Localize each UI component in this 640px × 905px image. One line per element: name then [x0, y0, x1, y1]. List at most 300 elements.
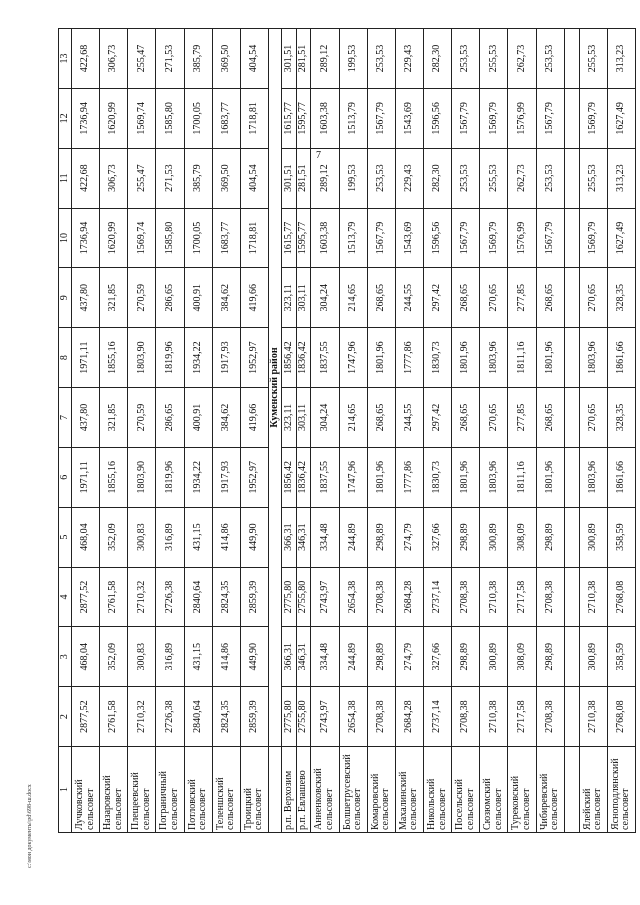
- cell-value: 2710,32: [128, 687, 156, 747]
- column-number: 6: [59, 447, 72, 507]
- cell-value: 1627,49: [607, 208, 635, 268]
- table-row: [607, 29, 635, 833]
- cell-value: 270,65: [480, 268, 508, 328]
- table-row: [281, 29, 296, 833]
- cell-value: 1803,90: [128, 447, 156, 507]
- cell-value: 1576,99: [508, 208, 536, 268]
- cell-value: 1971,11: [72, 447, 100, 507]
- cell-value: 1801,96: [452, 328, 480, 388]
- cell-value: 323,11: [281, 388, 296, 448]
- cell-value: 282,30: [423, 29, 451, 89]
- cell-value: 2877,52: [72, 567, 100, 627]
- table-row: [128, 29, 156, 833]
- cell-value: 2859,39: [240, 687, 268, 747]
- row-name: Чибиревский сельсовет: [536, 747, 564, 833]
- cell-value: 2717,58: [508, 567, 536, 627]
- table-row: [212, 29, 240, 833]
- cell-value: 300,83: [128, 627, 156, 687]
- cell-value: 1856,42: [281, 328, 296, 388]
- cell-value: 1700,05: [184, 208, 212, 268]
- cell-value: 1801,96: [536, 328, 564, 388]
- cell-value: 2743,97: [311, 687, 339, 747]
- column-number: 2: [59, 687, 72, 747]
- cell-value: 321,85: [100, 268, 128, 328]
- cell-value: 2710,38: [579, 687, 607, 747]
- column-number: 10: [59, 208, 72, 268]
- cell-value: 414,86: [212, 507, 240, 567]
- cell-value: 1934,22: [184, 328, 212, 388]
- cell-value: 422,68: [72, 29, 100, 89]
- column-number: 11: [59, 148, 72, 208]
- table-row: [452, 29, 480, 833]
- region-empty-cell: [268, 747, 281, 833]
- cell-value: 2755,80: [296, 687, 311, 747]
- cell-value: 1620,99: [100, 88, 128, 148]
- cell-value: 308,09: [508, 627, 536, 687]
- column-number: 5: [59, 507, 72, 567]
- cell-value: 271,53: [156, 148, 184, 208]
- cell-value: 255,53: [480, 29, 508, 89]
- cell-value: 2824,35: [212, 567, 240, 627]
- cell-value: 1569,79: [480, 208, 508, 268]
- cell-value: 253,53: [536, 29, 564, 89]
- cell-value: 2840,64: [184, 687, 212, 747]
- cell-value: 400,91: [184, 268, 212, 328]
- cell-value: 1595,77: [296, 208, 311, 268]
- cell-value: 253,53: [367, 148, 395, 208]
- cell-value: 1513,79: [339, 88, 367, 148]
- cell-value: 1569,79: [579, 208, 607, 268]
- cell-value: 1736,94: [72, 88, 100, 148]
- cell-value: 2737,14: [423, 567, 451, 627]
- cell-value: 255,53: [579, 29, 607, 89]
- cell-value: 2775,80: [281, 687, 296, 747]
- cell-value: 1596,56: [423, 208, 451, 268]
- table-row: [184, 29, 212, 833]
- cell-value: [564, 29, 579, 89]
- cell-value: 1952,97: [240, 328, 268, 388]
- table-row: [423, 29, 451, 833]
- cell-value: 2708,38: [536, 567, 564, 627]
- tariff-table: [58, 28, 636, 833]
- cell-value: 1855,16: [100, 447, 128, 507]
- page-number: 7: [316, 150, 321, 161]
- cell-value: 1736,94: [72, 208, 100, 268]
- cell-value: 431,15: [184, 627, 212, 687]
- cell-value: 306,73: [100, 148, 128, 208]
- cell-value: 229,43: [395, 148, 423, 208]
- cell-value: 422,68: [72, 148, 100, 208]
- cell-value: 1747,96: [339, 447, 367, 507]
- cell-value: 1777,86: [395, 328, 423, 388]
- table-row: [367, 29, 395, 833]
- cell-value: 300,89: [480, 507, 508, 567]
- table-row: [339, 29, 367, 833]
- cell-value: 2684,28: [395, 687, 423, 747]
- cell-value: 1569,74: [128, 208, 156, 268]
- cell-value: 300,89: [579, 507, 607, 567]
- cell-value: 270,65: [579, 388, 607, 448]
- cell-value: 346,31: [296, 507, 311, 567]
- cell-value: 253,53: [367, 29, 395, 89]
- cell-value: 404,54: [240, 29, 268, 89]
- cell-value: 1567,79: [367, 208, 395, 268]
- cell-value: [564, 507, 579, 567]
- cell-value: 2708,38: [367, 567, 395, 627]
- cell-value: 1543,69: [395, 88, 423, 148]
- cell-value: 301,51: [281, 148, 296, 208]
- cell-value: 1567,79: [536, 208, 564, 268]
- cell-value: 316,89: [156, 507, 184, 567]
- cell-value: 1777,86: [395, 447, 423, 507]
- cell-value: 1620,99: [100, 208, 128, 268]
- column-number: 13: [59, 29, 72, 89]
- cell-value: 286,65: [156, 268, 184, 328]
- cell-value: 281,51: [296, 148, 311, 208]
- cell-value: 262,73: [508, 29, 536, 89]
- column-number: 3: [59, 627, 72, 687]
- cell-value: 268,65: [452, 388, 480, 448]
- cell-value: 1569,74: [128, 88, 156, 148]
- column-number: 7: [59, 388, 72, 448]
- table-row: [395, 29, 423, 833]
- cell-value: 2761,58: [100, 567, 128, 627]
- row-name: Пограничный сельсовет: [156, 747, 184, 833]
- cell-value: 1585,80: [156, 208, 184, 268]
- cell-value: 1585,80: [156, 88, 184, 148]
- cell-value: 270,59: [128, 268, 156, 328]
- cell-value: 1803,96: [480, 447, 508, 507]
- cell-value: 1543,69: [395, 208, 423, 268]
- cell-value: 2743,97: [311, 567, 339, 627]
- cell-value: 2708,38: [367, 687, 395, 747]
- cell-value: 366,31: [281, 507, 296, 567]
- cell-value: 199,53: [339, 148, 367, 208]
- cell-value: 1615,77: [281, 208, 296, 268]
- cell-value: 431,15: [184, 507, 212, 567]
- cell-value: 369,50: [212, 29, 240, 89]
- cell-value: [564, 208, 579, 268]
- cell-value: 1683,77: [212, 88, 240, 148]
- cell-value: 358,59: [607, 507, 635, 567]
- cell-value: 1830,73: [423, 328, 451, 388]
- cell-value: 1801,96: [536, 447, 564, 507]
- cell-value: 1718,81: [240, 208, 268, 268]
- row-name: Сюзюмский сельсовет: [480, 747, 508, 833]
- cell-value: 271,53: [156, 29, 184, 89]
- cell-value: 286,65: [156, 388, 184, 448]
- cell-value: 1567,79: [536, 88, 564, 148]
- cell-value: 313,23: [607, 29, 635, 89]
- cell-value: 468,04: [72, 507, 100, 567]
- cell-value: 358,59: [607, 627, 635, 687]
- cell-value: 214,65: [339, 388, 367, 448]
- cell-value: 1856,42: [281, 447, 296, 507]
- cell-value: 298,89: [452, 507, 480, 567]
- cell-value: 244,55: [395, 388, 423, 448]
- cell-value: 1803,96: [579, 447, 607, 507]
- cell-value: 253,53: [452, 29, 480, 89]
- cell-value: 255,47: [128, 148, 156, 208]
- cell-value: 2768,08: [607, 687, 635, 747]
- row-name: Комаровский сельсовет: [367, 747, 395, 833]
- cell-value: 449,90: [240, 507, 268, 567]
- cell-value: 1576,99: [508, 88, 536, 148]
- cell-value: 437,80: [72, 268, 100, 328]
- cell-value: 301,51: [281, 29, 296, 89]
- cell-value: 2710,32: [128, 567, 156, 627]
- cell-value: 255,53: [579, 148, 607, 208]
- cell-value: 366,31: [281, 627, 296, 687]
- cell-value: 1803,90: [128, 328, 156, 388]
- cell-value: 268,65: [452, 268, 480, 328]
- cell-value: [564, 268, 579, 328]
- cell-value: 1811,16: [508, 447, 536, 507]
- cell-value: 323,11: [281, 268, 296, 328]
- row-name: Потловский сельсовет: [184, 747, 212, 833]
- cell-value: 400,91: [184, 388, 212, 448]
- cell-value: 1596,56: [423, 88, 451, 148]
- cell-value: 2654,38: [339, 567, 367, 627]
- cell-value: 1747,96: [339, 328, 367, 388]
- cell-value: 277,85: [508, 388, 536, 448]
- cell-value: 414,86: [212, 627, 240, 687]
- row-name: Ялейский сельсовет: [579, 747, 607, 833]
- cell-value: 468,04: [72, 627, 100, 687]
- cell-value: 1855,16: [100, 328, 128, 388]
- cell-value: 1801,96: [367, 447, 395, 507]
- cell-value: 244,89: [339, 627, 367, 687]
- cell-value: 270,65: [480, 388, 508, 448]
- cell-value: 2684,28: [395, 567, 423, 627]
- cell-value: 1718,81: [240, 88, 268, 148]
- cell-value: 2737,14: [423, 687, 451, 747]
- cell-value: 268,65: [536, 388, 564, 448]
- cell-value: 1683,77: [212, 208, 240, 268]
- cell-value: 244,55: [395, 268, 423, 328]
- table-row: [100, 29, 128, 833]
- cell-value: [564, 388, 579, 448]
- cell-value: 268,65: [367, 388, 395, 448]
- row-name: р.п. Евлашево: [296, 747, 311, 833]
- cell-value: 1837,55: [311, 447, 339, 507]
- cell-value: 2859,39: [240, 567, 268, 627]
- cell-value: 369,50: [212, 148, 240, 208]
- cell-value: 321,85: [100, 388, 128, 448]
- cell-value: [564, 567, 579, 627]
- table-row: [579, 29, 607, 833]
- row-name: [564, 747, 579, 833]
- cell-value: 2710,38: [579, 567, 607, 627]
- cell-value: 277,85: [508, 268, 536, 328]
- cell-value: 2824,35: [212, 687, 240, 747]
- cell-value: 2775,80: [281, 567, 296, 627]
- cell-value: 253,53: [536, 148, 564, 208]
- cell-value: 1567,79: [367, 88, 395, 148]
- cell-value: 1603,38: [311, 88, 339, 148]
- cell-value: [564, 627, 579, 687]
- cell-value: 385,79: [184, 29, 212, 89]
- cell-value: 1803,96: [579, 328, 607, 388]
- cell-value: 1567,79: [452, 88, 480, 148]
- cell-value: 300,89: [480, 627, 508, 687]
- cell-value: 308,09: [508, 507, 536, 567]
- cell-value: [564, 88, 579, 148]
- row-name: Теленшский сельсовет: [212, 747, 240, 833]
- cell-value: 328,35: [607, 268, 635, 328]
- cell-value: 1595,77: [296, 88, 311, 148]
- cell-value: 298,89: [452, 627, 480, 687]
- row-name: Плещеевский сельсовет: [128, 747, 156, 833]
- cell-value: 1917,93: [212, 447, 240, 507]
- row-name: Лучковский сельсовет: [72, 747, 100, 833]
- cell-value: 297,42: [423, 268, 451, 328]
- cell-value: 304,24: [311, 388, 339, 448]
- cell-value: 419,66: [240, 268, 268, 328]
- cell-value: 1836,42: [296, 328, 311, 388]
- row-name: Назаровский сельсовет: [100, 747, 128, 833]
- table-row: [311, 29, 339, 833]
- column-number: 12: [59, 88, 72, 148]
- cell-value: 281,51: [296, 29, 311, 89]
- cell-value: 1569,79: [579, 88, 607, 148]
- table-row: [156, 29, 184, 833]
- row-name: Никольский сельсовет: [423, 747, 451, 833]
- cell-value: 384,62: [212, 268, 240, 328]
- cell-value: 2708,38: [452, 687, 480, 747]
- cell-value: 1861,66: [607, 447, 635, 507]
- cell-value: 334,48: [311, 507, 339, 567]
- column-number-row: [59, 29, 72, 833]
- cell-value: 313,23: [607, 148, 635, 208]
- cell-value: 1971,11: [72, 328, 100, 388]
- row-name: р.п. Верхозим: [281, 747, 296, 833]
- cell-value: 2710,38: [480, 567, 508, 627]
- cell-value: 2654,38: [339, 687, 367, 747]
- cell-value: 334,48: [311, 627, 339, 687]
- rotated-table-container: [58, 28, 636, 833]
- cell-value: 2726,38: [156, 567, 184, 627]
- column-number: 8: [59, 328, 72, 388]
- cell-value: 2708,38: [452, 567, 480, 627]
- region-row: [268, 29, 281, 833]
- cell-value: 297,42: [423, 388, 451, 448]
- cell-value: 300,89: [579, 627, 607, 687]
- cell-value: 346,31: [296, 627, 311, 687]
- cell-value: 289,12: [311, 148, 339, 208]
- cell-value: [564, 328, 579, 388]
- cell-value: 229,43: [395, 29, 423, 89]
- cell-value: 268,65: [536, 268, 564, 328]
- cell-value: 1830,73: [423, 447, 451, 507]
- cell-value: 2708,38: [536, 687, 564, 747]
- footer-path: c:\мои документы\pd\698-ш.docx: [27, 784, 33, 868]
- cell-value: 253,53: [452, 148, 480, 208]
- cell-value: 316,89: [156, 627, 184, 687]
- cell-value: 328,35: [607, 388, 635, 448]
- table-row: [240, 29, 268, 833]
- cell-value: 2726,38: [156, 687, 184, 747]
- cell-value: 384,62: [212, 388, 240, 448]
- cell-value: 1811,16: [508, 328, 536, 388]
- cell-value: 2877,52: [72, 687, 100, 747]
- cell-value: 255,53: [480, 148, 508, 208]
- column-number: 4: [59, 567, 72, 627]
- cell-value: 2717,58: [508, 687, 536, 747]
- cell-value: 2768,08: [607, 567, 635, 627]
- cell-value: 306,73: [100, 29, 128, 89]
- table-row: [72, 29, 100, 833]
- cell-value: 303,11: [296, 268, 311, 328]
- cell-value: 298,89: [367, 627, 395, 687]
- cell-value: 199,53: [339, 29, 367, 89]
- cell-value: 244,89: [339, 507, 367, 567]
- cell-value: 289,12: [311, 29, 339, 89]
- cell-value: 2840,64: [184, 567, 212, 627]
- cell-value: 1801,96: [367, 328, 395, 388]
- cell-value: 304,24: [311, 268, 339, 328]
- table-row: [296, 29, 311, 833]
- cell-value: 2710,38: [480, 687, 508, 747]
- cell-value: 300,83: [128, 507, 156, 567]
- cell-value: 274,79: [395, 627, 423, 687]
- cell-value: 1603,38: [311, 208, 339, 268]
- cell-value: 419,66: [240, 388, 268, 448]
- cell-value: 268,65: [367, 268, 395, 328]
- cell-value: 1836,42: [296, 447, 311, 507]
- cell-value: 298,89: [536, 627, 564, 687]
- row-name: Болшетрусевский сельсовет: [339, 747, 367, 833]
- region-title: Куменский район: [268, 29, 281, 747]
- cell-value: 449,90: [240, 627, 268, 687]
- row-name: Анненковский сельсовет: [311, 747, 339, 833]
- cell-value: [564, 148, 579, 208]
- cell-value: 2761,58: [100, 687, 128, 747]
- cell-value: 352,09: [100, 507, 128, 567]
- spacer-row: [564, 29, 579, 833]
- cell-value: [564, 687, 579, 747]
- column-number: 9: [59, 268, 72, 328]
- row-name: Турековский сельсовет: [508, 747, 536, 833]
- cell-value: 1801,96: [452, 447, 480, 507]
- cell-value: 404,54: [240, 148, 268, 208]
- cell-value: 1861,66: [607, 328, 635, 388]
- cell-value: 274,79: [395, 507, 423, 567]
- row-name: Троицкий сельсовет: [240, 747, 268, 833]
- cell-value: 1700,05: [184, 88, 212, 148]
- cell-value: [564, 447, 579, 507]
- cell-value: 1569,79: [480, 88, 508, 148]
- cell-value: 282,30: [423, 148, 451, 208]
- cell-value: 298,89: [536, 507, 564, 567]
- table-row: [508, 29, 536, 833]
- cell-value: 437,80: [72, 388, 100, 448]
- cell-value: 1917,93: [212, 328, 240, 388]
- cell-value: 270,59: [128, 388, 156, 448]
- cell-value: 1952,97: [240, 447, 268, 507]
- row-name: Посельский сельсовет: [452, 747, 480, 833]
- cell-value: 385,79: [184, 148, 212, 208]
- cell-value: 327,66: [423, 507, 451, 567]
- cell-value: 327,66: [423, 627, 451, 687]
- cell-value: 2755,80: [296, 567, 311, 627]
- cell-value: 298,89: [367, 507, 395, 567]
- column-number: 1: [59, 747, 72, 833]
- cell-value: 262,73: [508, 148, 536, 208]
- cell-value: 1837,55: [311, 328, 339, 388]
- cell-value: 1819,96: [156, 328, 184, 388]
- cell-value: 352,09: [100, 627, 128, 687]
